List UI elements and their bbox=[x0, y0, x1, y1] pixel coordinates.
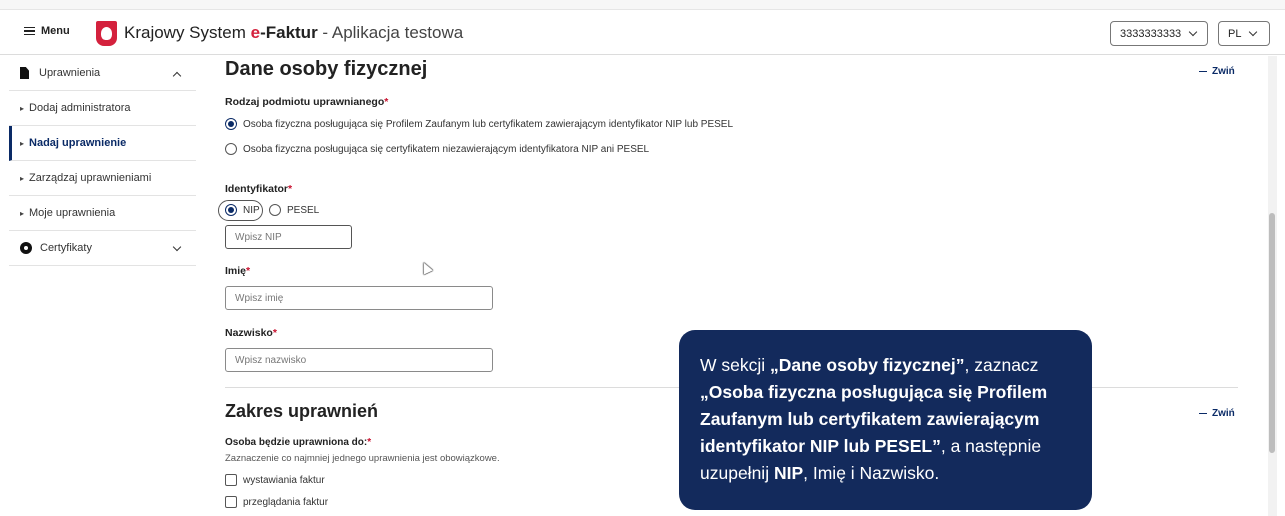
checkbox-label: wystawiania faktur bbox=[243, 474, 325, 486]
sidebar-item-label: Nadaj uprawnienie bbox=[29, 137, 127, 149]
sidebar-item-label: Certyfikaty bbox=[40, 242, 92, 254]
collapse-label: Zwiń bbox=[1212, 408, 1235, 419]
bullet-icon: ▸ bbox=[20, 103, 25, 113]
tooltip-bold-text: NIP bbox=[773, 463, 804, 483]
scope-section-collapse[interactable] bbox=[1199, 408, 1235, 419]
chevron-down-icon bbox=[173, 243, 181, 251]
sidebar-item-label: Moje uprawnienia bbox=[29, 207, 116, 219]
first-name-input[interactable] bbox=[225, 286, 493, 310]
permissions-hint: Zaznaczenie co najmniej jednego uprawnienia jest obowiązkowe. bbox=[225, 453, 500, 464]
checkbox-label: przeglądania faktur bbox=[243, 496, 329, 508]
required-mark: * bbox=[246, 265, 251, 277]
scrollbar-thumb[interactable] bbox=[1269, 213, 1275, 453]
hamburger-icon bbox=[24, 27, 35, 36]
context-select[interactable] bbox=[1110, 21, 1208, 46]
sidebar-item-label: Uprawnienia bbox=[39, 67, 101, 79]
instruction-tooltip bbox=[679, 330, 1092, 510]
identifier-label-text: Identyfikator bbox=[225, 183, 289, 195]
tooltip-text: W sekcji bbox=[700, 355, 770, 375]
minus-icon bbox=[1199, 71, 1207, 73]
sidebar-item-uprawnienia[interactable] bbox=[9, 56, 196, 91]
radio-label: PESEL bbox=[287, 204, 320, 216]
first-name-label bbox=[225, 265, 250, 277]
radio-label: NIP bbox=[243, 204, 260, 216]
person-section-collapse[interactable] bbox=[1199, 66, 1235, 77]
menu-button[interactable] bbox=[24, 25, 70, 37]
radio-unselected-icon bbox=[225, 143, 237, 155]
tooltip-bold-text: „Dane osoby fizycznej” bbox=[770, 355, 965, 375]
required-mark: * bbox=[288, 183, 293, 195]
minus-icon bbox=[1199, 413, 1207, 415]
required-mark: * bbox=[367, 437, 372, 448]
tooltip-text: , Imię i Nazwisko. bbox=[803, 463, 940, 483]
last-name-label-text: Nazwisko bbox=[225, 327, 273, 339]
identifier-option-pesel[interactable] bbox=[269, 204, 319, 216]
identifier-option-nip[interactable] bbox=[225, 204, 260, 216]
bullet-icon: ▸ bbox=[20, 208, 25, 218]
bullet-icon: ▸ bbox=[20, 138, 25, 148]
radio-label: Osoba fizyczna posługująca się Profilem Zaufanym lub certyfikatem zawierającym identyfikator NIP lub PESEL bbox=[243, 118, 734, 130]
language-select[interactable] bbox=[1218, 21, 1270, 46]
checkbox-view-invoices[interactable] bbox=[225, 496, 328, 508]
chevron-down-icon bbox=[1249, 28, 1257, 36]
subject-type-label-text: Rodzaj podmiotu uprawnianego bbox=[225, 96, 385, 108]
permissions-label bbox=[225, 437, 371, 448]
tooltip-text: , a następnie uzupełnij bbox=[700, 436, 1042, 483]
identifier-label bbox=[225, 183, 292, 195]
checkbox-icon bbox=[225, 496, 237, 508]
last-name-input[interactable] bbox=[225, 348, 493, 372]
permissions-label-text: Osoba będzie uprawniona do: bbox=[225, 437, 368, 448]
sidebar bbox=[0, 56, 196, 516]
sidebar-item-certyfikaty[interactable] bbox=[9, 231, 196, 266]
sidebar-item-zarzadzaj-uprawnieniami[interactable] bbox=[9, 161, 196, 196]
app-header bbox=[0, 11, 1285, 55]
chevron-down-icon bbox=[1189, 28, 1197, 36]
app-title-suffix: - Aplikacja testowa bbox=[317, 23, 464, 42]
checkbox-icon bbox=[225, 474, 237, 486]
subject-type-option-trusted-profile[interactable] bbox=[225, 118, 733, 130]
checkbox-issue-invoices[interactable] bbox=[225, 474, 325, 486]
radio-unselected-icon bbox=[269, 204, 281, 216]
sidebar-item-nadaj-uprawnienie[interactable] bbox=[9, 126, 196, 161]
required-mark: * bbox=[384, 96, 389, 108]
scope-section-title: Zakres uprawnień bbox=[225, 401, 379, 421]
app-title-prefix: Krajowy System bbox=[124, 23, 251, 42]
radio-label: Osoba fizyczna posługująca się certyfikatem niezawierającym identyfikatora NIP ani PESEL bbox=[243, 143, 650, 155]
radio-selected-icon bbox=[225, 118, 237, 130]
bullet-icon: ▸ bbox=[20, 173, 25, 183]
subject-type-option-no-identifier[interactable] bbox=[225, 143, 649, 155]
required-mark: * bbox=[272, 327, 277, 339]
certificate-icon bbox=[20, 242, 32, 254]
app-title-brand: -Faktur bbox=[260, 23, 318, 42]
first-name-label-text: Imię bbox=[225, 265, 247, 277]
subject-type-label bbox=[225, 96, 388, 108]
language-select-value: PL bbox=[1228, 27, 1242, 40]
radio-selected-icon bbox=[225, 204, 237, 216]
collapse-label: Zwiń bbox=[1212, 66, 1235, 77]
document-icon bbox=[20, 67, 29, 79]
sidebar-item-label: Zarządzaj uprawnieniami bbox=[29, 172, 152, 184]
person-section-title: Dane osoby fizycznej bbox=[225, 58, 428, 80]
nip-input[interactable] bbox=[225, 225, 352, 249]
context-select-value: 3333333333 bbox=[1120, 27, 1182, 40]
menu-label: Menu bbox=[41, 25, 70, 37]
app-title bbox=[124, 23, 463, 43]
tooltip-bold-text: „Osoba fizyczna posługująca się Profilem Zaufanym lub certyfikatem zawierającym identyfikator NIP lub PESEL” bbox=[700, 382, 1048, 456]
top-strip bbox=[0, 0, 1285, 10]
polish-emblem-logo bbox=[96, 21, 117, 46]
app-title-brand-e: e bbox=[250, 23, 261, 42]
last-name-label bbox=[225, 327, 277, 339]
chevron-up-icon bbox=[173, 72, 181, 80]
sidebar-item-label: Dodaj administratora bbox=[29, 102, 131, 114]
sidebar-item-dodaj-administratora[interactable] bbox=[9, 91, 196, 126]
sidebar-item-moje-uprawnienia[interactable] bbox=[9, 196, 196, 231]
tooltip-text: , zaznacz bbox=[964, 355, 1039, 375]
